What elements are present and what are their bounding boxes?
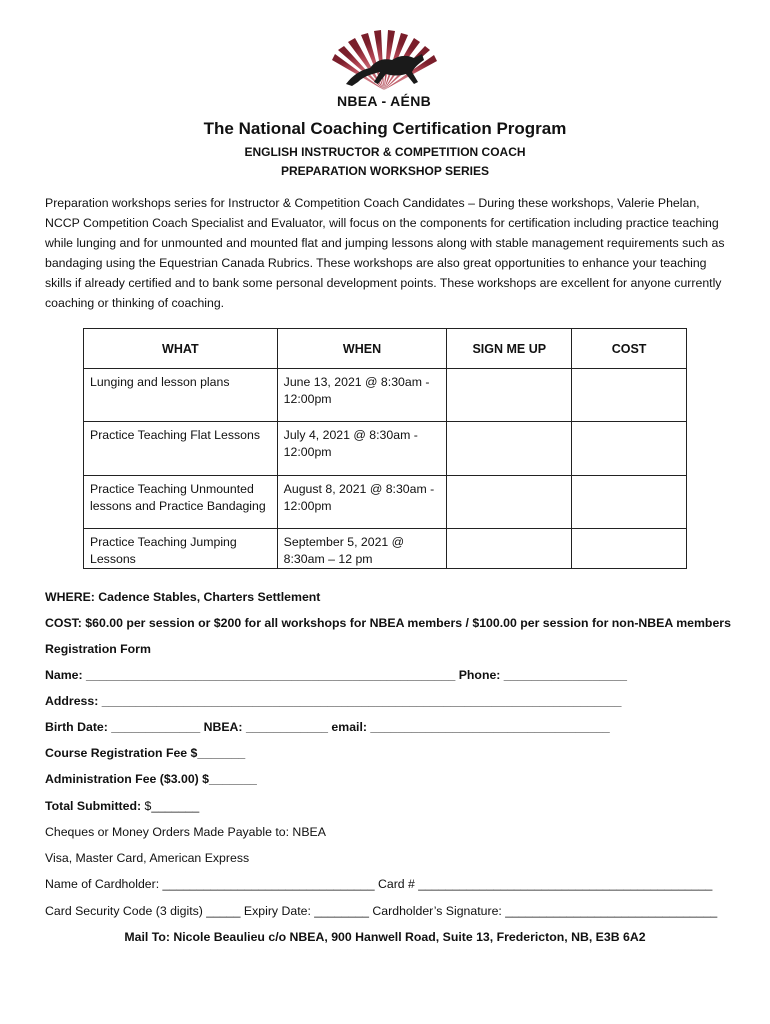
header-when: WHEN (277, 329, 447, 369)
header-what: WHAT (84, 329, 278, 369)
cell-what: Practice Teaching Flat Lessons (84, 422, 278, 476)
cheques-payable-text: Cheques or Money Orders Made Payable to: NBEA (45, 825, 326, 839)
header-cost: COST (572, 329, 687, 369)
table-row (84, 369, 687, 422)
cell-when: September 5, 2021 @ 8:30am – 12 pm (277, 529, 447, 569)
name-phone-field[interactable]: Name: ______________________________________________________ Phone: __________________ (45, 668, 627, 682)
mail-to-address: Mail To: Nicole Beaulieu c/o NBEA, 900 Hanwell Road, Suite 13, Fredericton, NB, E3B 6A2 (124, 930, 646, 944)
table-row (84, 529, 687, 569)
cell-signup[interactable] (447, 369, 572, 422)
cell-when: August 8, 2021 @ 8:30am - 12:00pm (277, 476, 447, 529)
cards-accepted-text: Visa, Master Card, American Express (45, 851, 250, 865)
intro-paragraph: Preparation workshops series for Instructor & Competition Coach Candidates – During these workshops, Valerie Phelan, NCCP Competition Coach Specialist and Evaluator, will focus on the components for certification including practice teaching while lunging and for unmounted and mounted flat and jumping lessons along with stable management requirements such as bandaging using the Equestrian Canada Rubrics. These workshops are also great opportunities to enhance your teaching skills if already certified and to bank some personal development points. These workshops are excellent for anyone currently coaching or thinking of coaching. (45, 196, 725, 310)
cell-when: June 13, 2021 @ 8:30am - 12:00pm (277, 369, 447, 422)
cost-line: COST: $60.00 per session or $200 for all workshops for NBEA members / $100.00 per session for non-NBEA members (45, 616, 731, 630)
page-title: The National Coaching Certification Program (203, 119, 567, 138)
address-field[interactable]: Address: ____________________________________________________________________________ (45, 694, 622, 708)
subtitle-program: ENGLISH INSTRUCTOR & COMPETITION COACH (244, 145, 526, 159)
cell-cost[interactable] (572, 369, 687, 422)
table-row (84, 422, 687, 476)
header-signup: SIGN ME UP (447, 329, 572, 369)
total-submitted-field[interactable] (45, 799, 199, 813)
workshop-table (83, 328, 687, 569)
cardholder-card-field[interactable]: Name of Cardholder: _______________________________ Card # ___________________________________________ (45, 877, 713, 891)
cell-what: Practice Teaching Jumping Lessons (84, 529, 278, 569)
total-blank: $_______ (141, 799, 200, 813)
logo-text: NBEA - AÉNB (336, 93, 432, 109)
nbea-logo (318, 30, 450, 110)
where-line: WHERE: Cadence Stables, Charters Settlement (45, 590, 321, 604)
cell-cost[interactable] (572, 422, 687, 476)
cell-what: Lunging and lesson plans (84, 369, 278, 422)
subtitle-series: PREPARATION WORKSHOP SERIES (280, 164, 490, 178)
birth-nbea-email-field[interactable]: Birth Date: _____________ NBEA: ____________ email: ___________________________________ (45, 720, 610, 734)
cell-cost[interactable] (572, 476, 687, 529)
cell-when: July 4, 2021 @ 8:30am - 12:00pm (277, 422, 447, 476)
total-label: Total Submitted: (45, 799, 142, 813)
cell-what: Practice Teaching Unmounted lessons and Practice Bandaging (84, 476, 278, 529)
course-fee-field[interactable]: Course Registration Fee $_______ (45, 746, 246, 760)
cell-signup[interactable] (447, 529, 572, 569)
table-row (84, 476, 687, 529)
admin-fee-field[interactable]: Administration Fee ($3.00) $_______ (45, 772, 257, 786)
cell-signup[interactable] (447, 422, 572, 476)
registration-heading: Registration Form (45, 642, 151, 656)
horse-sunburst-logo (318, 30, 450, 94)
table-header-row (84, 329, 687, 369)
security-expiry-signature-field[interactable]: Card Security Code (3 digits) _____ Expiry Date: ________ Cardholder’s Signature: _______________________________ (45, 904, 718, 918)
cell-cost[interactable] (572, 529, 687, 569)
cell-signup[interactable] (447, 476, 572, 529)
